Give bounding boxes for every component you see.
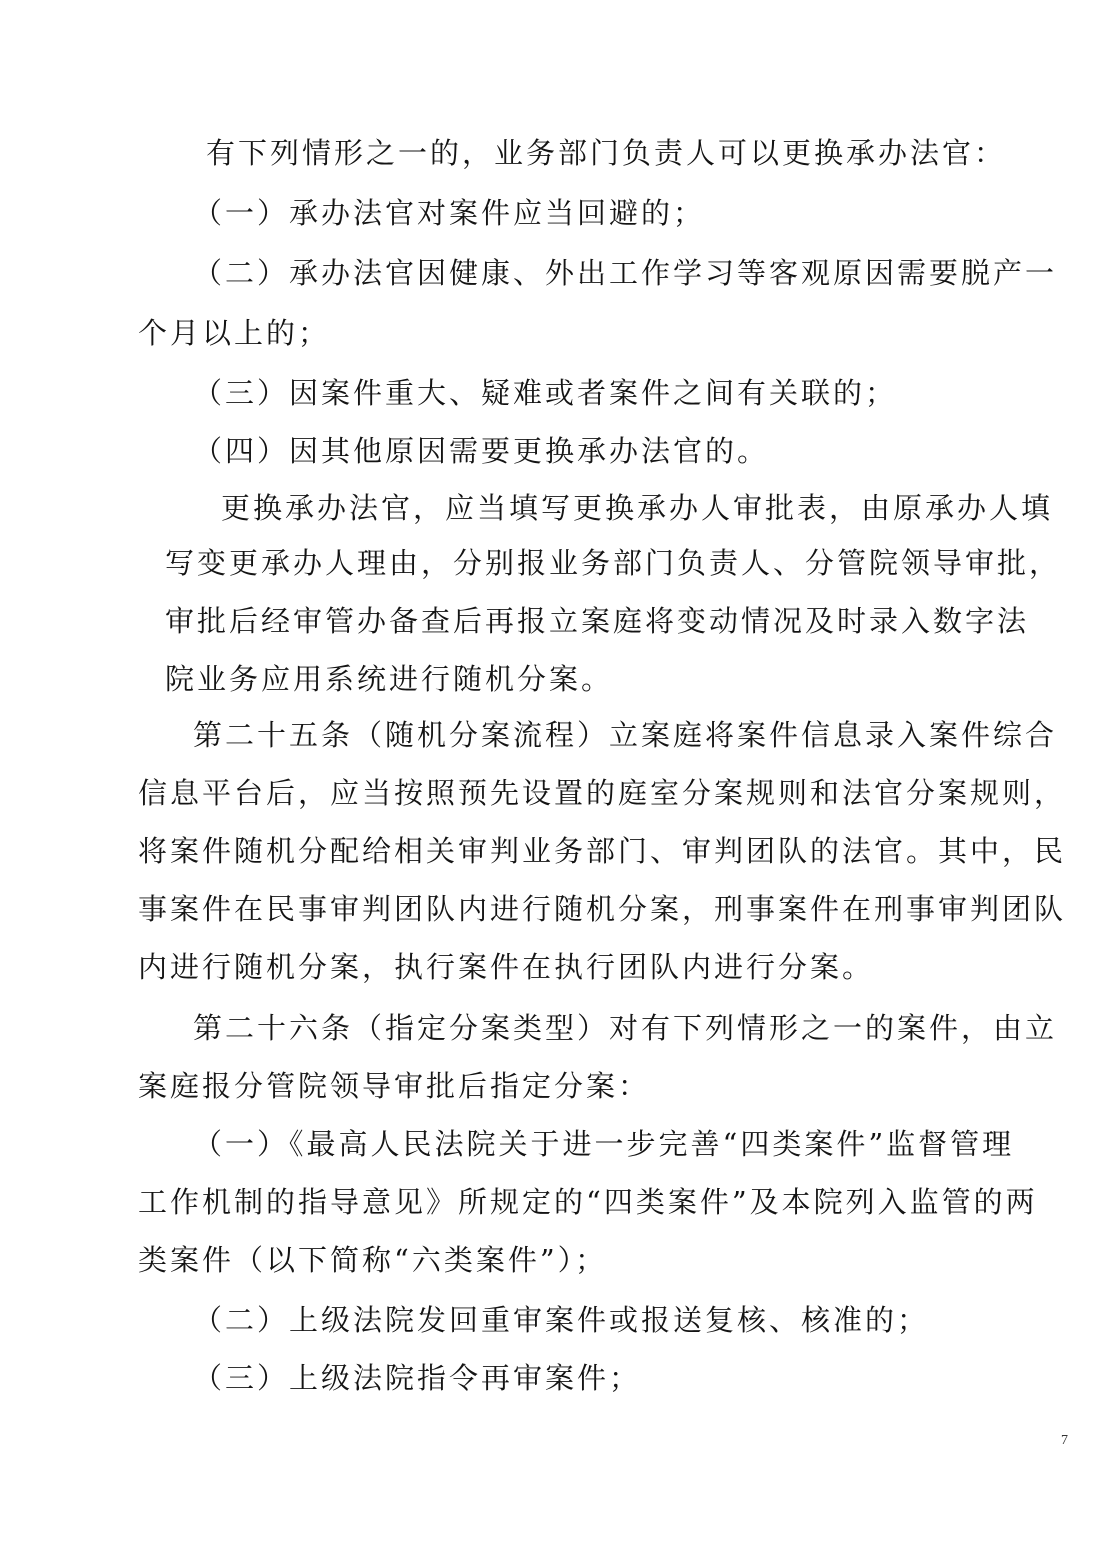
paragraph-line: 类案件（以下简称“六类案件”）； <box>138 1243 608 1277</box>
paragraph-line: 审批后经审管办备查后再报立案庭将变动情况及时录入数字法 <box>165 604 1030 638</box>
paragraph-line: 内进行随机分案，执行案件在执行团队内进行分案。 <box>138 950 875 984</box>
paragraph-line: 个月以上的； <box>138 316 331 350</box>
paragraph-line: 信息平台后，应当按照预先设置的庭室分案规则和法官分案规则， <box>138 776 1067 810</box>
paragraph-line: 院业务应用系统进行随机分案。 <box>165 662 614 696</box>
paragraph-line: （一）《最高人民法院关于进一步完善“四类案件”监督管理 <box>193 1127 1015 1161</box>
paragraph-line: （二）上级法院发回重审案件或报送复核、核准的； <box>193 1303 930 1337</box>
paragraph-line: 更换承办法官，应当填写更换承办人审批表，由原承办人填 <box>221 491 1054 525</box>
paragraph-line: （四）因其他原因需要更换承办法官的。 <box>193 434 770 468</box>
page-number: 7 <box>1061 1433 1068 1448</box>
paragraph-line: （三）因案件重大、疑难或者案件之间有关联的； <box>193 376 898 410</box>
paragraph-line: （三）上级法院指令再审案件； <box>193 1361 642 1395</box>
paragraph-line: 有下列情形之一的，业务部门负责人可以更换承办法官： <box>206 136 1007 170</box>
paragraph-line: 事案件在民事审判团队内进行随机分案，刑事案件在刑事审判团队 <box>138 892 1067 926</box>
paragraph-line: 工作机制的指导意见》所规定的“四类案件”及本院列入监管的两 <box>138 1185 1038 1219</box>
paragraph-line: 将案件随机分配给相关审判业务部门、审判团队的法官。其中，民 <box>138 834 1067 868</box>
paragraph-line: 写变更承办人理由，分别报业务部门负责人、分管院领导审批， <box>165 546 1062 580</box>
paragraph-line: 第二十六条（指定分案类型）对有下列情形之一的案件，由立 <box>193 1011 1058 1045</box>
paragraph-line: 案庭报分管院领导审批后指定分案： <box>138 1069 651 1103</box>
paragraph-line: （一）承办法官对案件应当回避的； <box>193 196 706 230</box>
paragraph-line: 第二十五条（随机分案流程）立案庭将案件信息录入案件综合 <box>193 718 1058 752</box>
paragraph-line: （二）承办法官因健康、外出工作学习等客观原因需要脱产一 <box>193 256 1058 290</box>
